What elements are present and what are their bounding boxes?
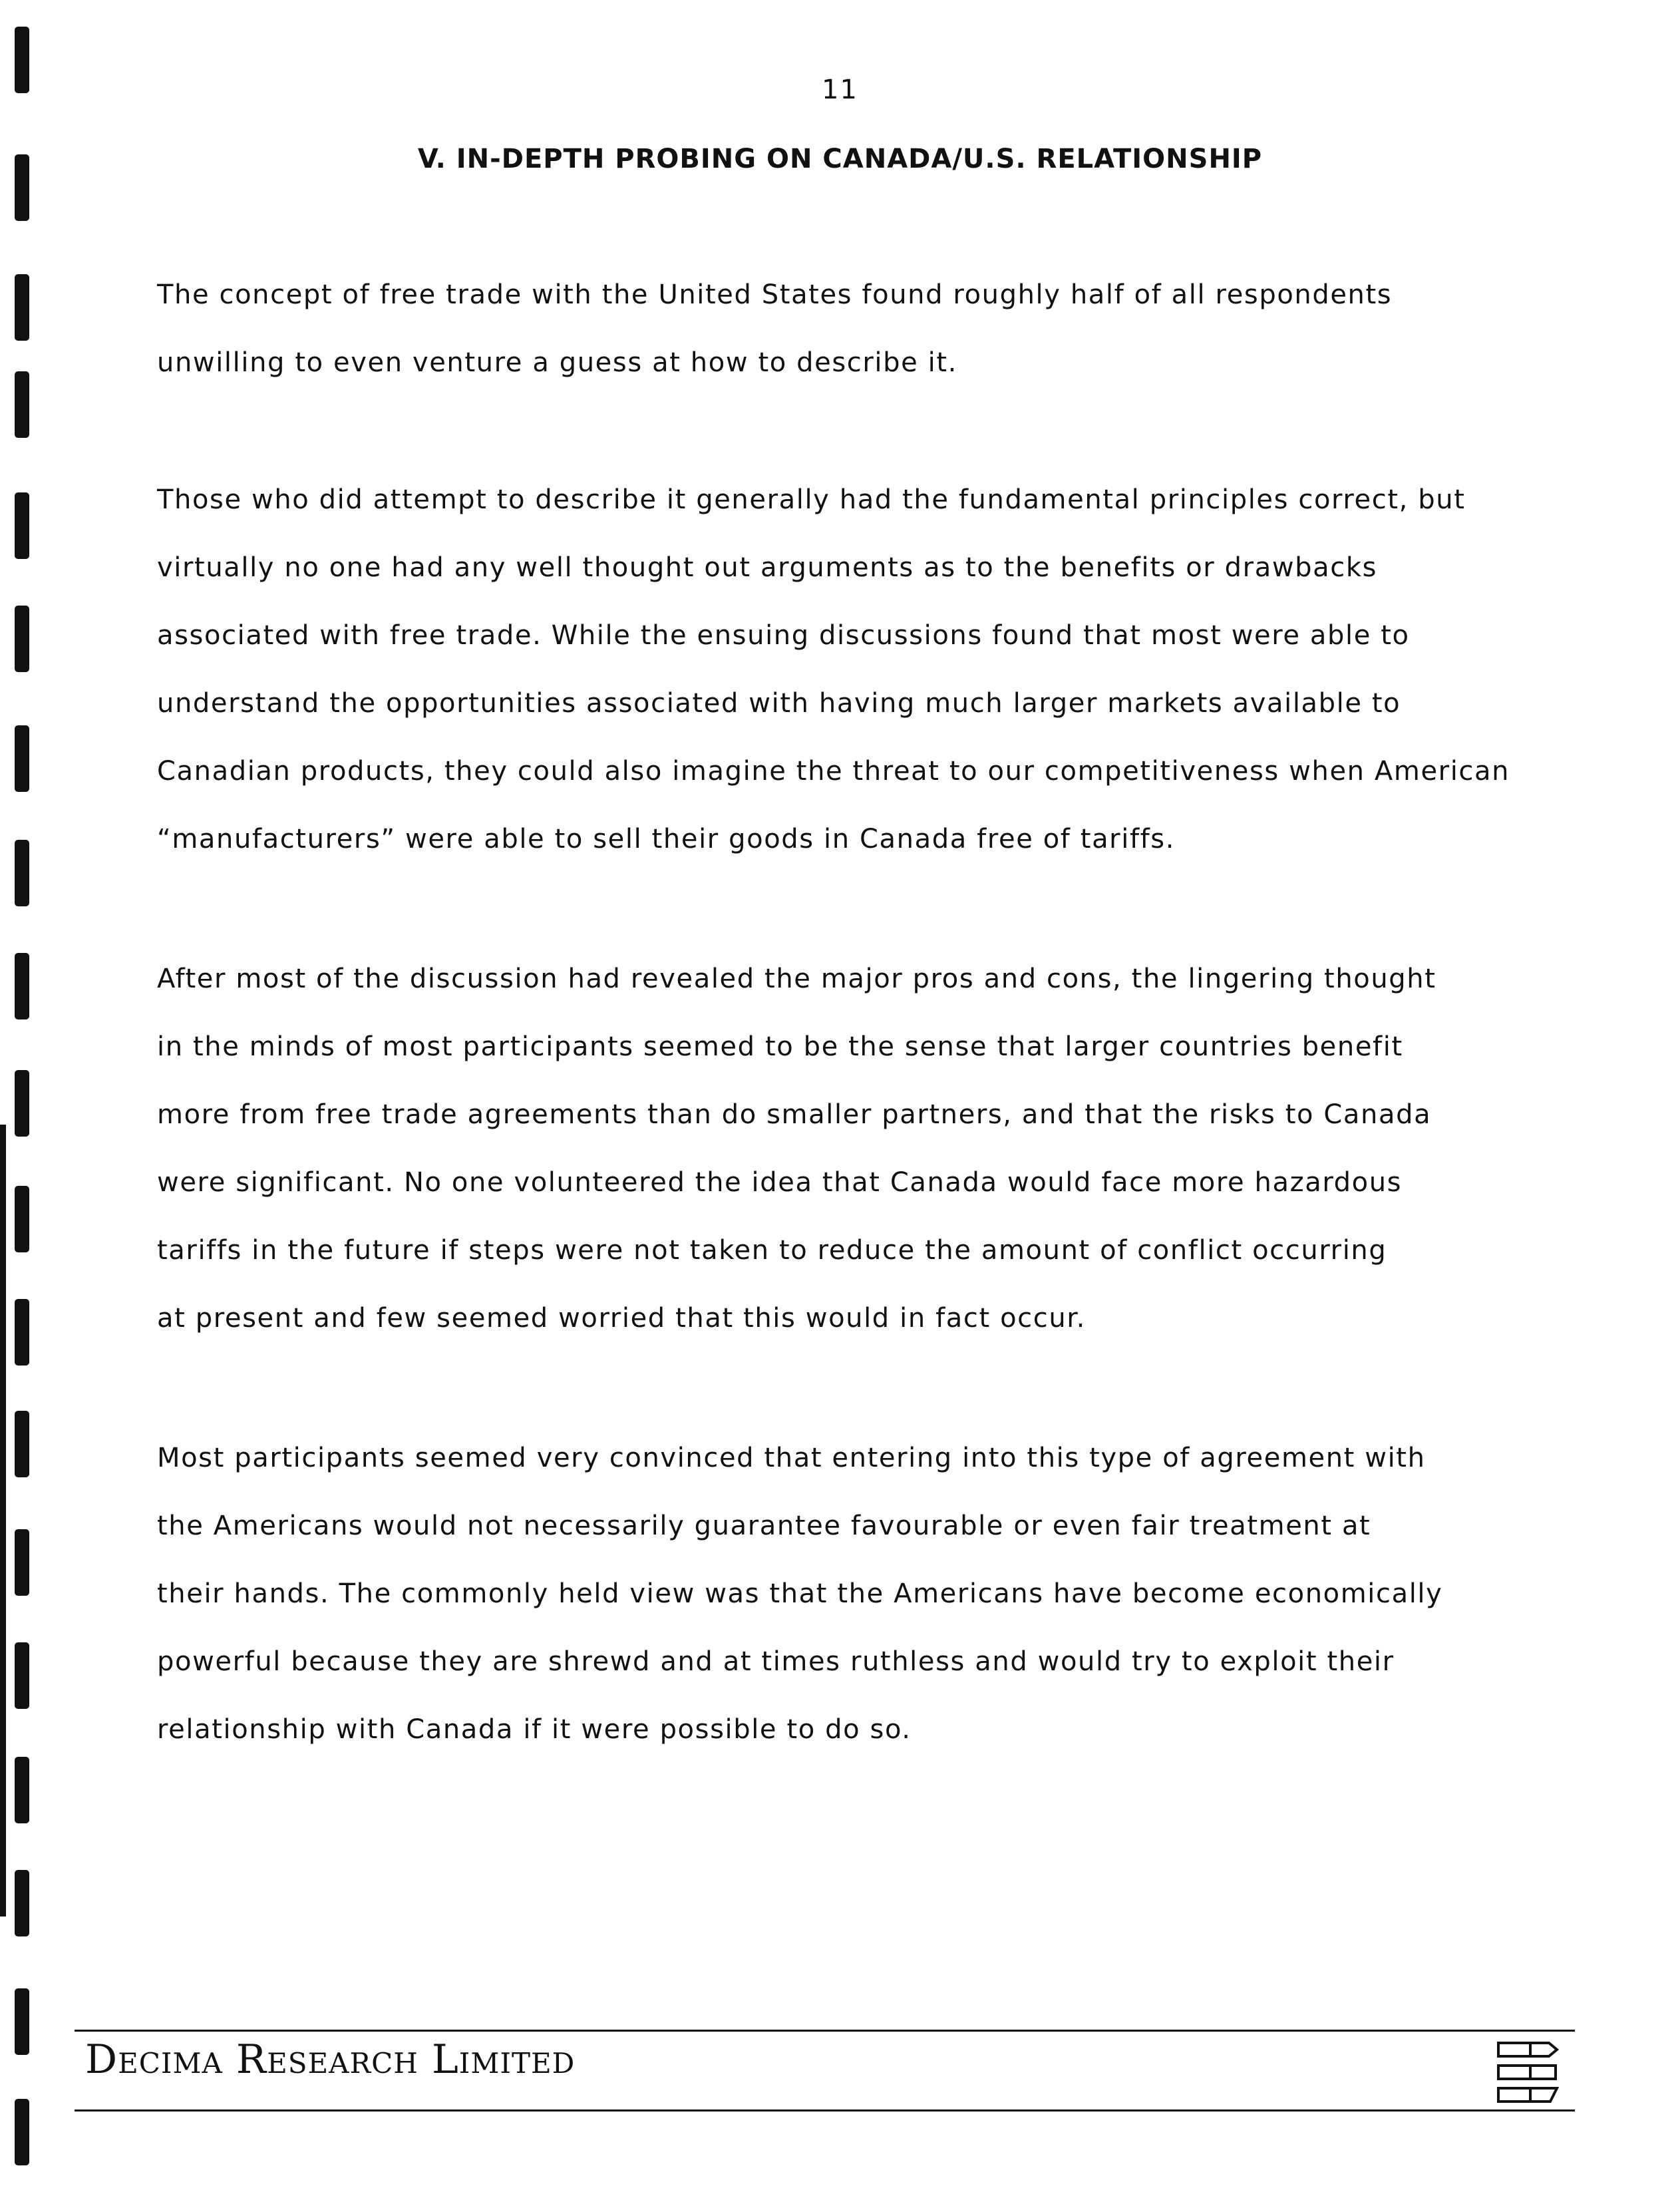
text-line: in the minds of most participants seemed to be the sense that larger countries benefit	[157, 1031, 1403, 1062]
text-line: the Americans would not necessarily guarantee favourable or even fair treatment at	[157, 1511, 1371, 1541]
text-line: more from free trade agreements than do smaller partners, and that the risks to Canada	[157, 1099, 1432, 1130]
binding-edge	[0, 1125, 6, 1917]
text-line: Those who did attempt to describe it generally had the fundamental principles correct, but	[157, 484, 1466, 515]
text-line: “manufacturers” were able to sell their goods in Canada free of tariffs.	[157, 824, 1176, 854]
binding-hole	[15, 1529, 29, 1596]
binding-hole	[15, 371, 29, 438]
binding-hole	[15, 840, 29, 906]
text-line: Most participants seemed very convinced that entering into this type of agreement with	[157, 1443, 1426, 1473]
binding-hole	[15, 1988, 29, 2055]
text-line: After most of the discussion had revealed the major pros and cons, the lingering thought	[157, 964, 1436, 994]
binding-hole	[15, 1411, 29, 1477]
binding-hole	[15, 1642, 29, 1709]
page-number: 11	[822, 75, 858, 105]
binding-hole	[15, 1757, 29, 1823]
text-line: virtually no one had any well thought out arguments as to the benefits or drawbacks	[157, 552, 1378, 583]
text-line: powerful because they are shrewd and at times ruthless and would try to exploit their	[157, 1646, 1395, 1677]
text-line: unwilling to even venture a guess at how to describe it.	[157, 347, 957, 378]
binding-hole	[15, 953, 29, 1019]
binding-hole	[15, 1299, 29, 1366]
text-line: associated with free trade. While the ensuing discussions found that most were able to	[157, 620, 1410, 651]
binding-hole	[15, 725, 29, 792]
text-line: at present and few seemed worried that this would in fact occur.	[157, 1303, 1086, 1334]
binding-hole	[15, 1870, 29, 1936]
footer-divider	[75, 2109, 1575, 2111]
binding-hole	[15, 492, 29, 559]
binding-hole	[15, 2099, 29, 2165]
text-line: understand the opportunities associated with having much larger markets available to	[157, 688, 1401, 719]
text-line: were significant. No one volunteered the idea that Canada would face more hazardous	[157, 1167, 1403, 1198]
binding-hole	[15, 1070, 29, 1137]
text-line: tariffs in the future if steps were not taken to reduce the amount of conflict occurring	[157, 1235, 1387, 1266]
decima-logo-icon	[1496, 2039, 1560, 2105]
binding-hole	[15, 606, 29, 672]
text-line: relationship with Canada if it were possible to do so.	[157, 1714, 912, 1745]
footer-divider	[75, 2030, 1575, 2032]
footer-company-name: Decima Research Limited	[85, 2036, 576, 2083]
text-line: their hands. The commonly held view was that the Americans have become economically	[157, 1578, 1443, 1609]
binding-hole	[15, 1186, 29, 1252]
text-line: Canadian products, they could also imagine the threat to our competitiveness when American	[157, 756, 1510, 787]
text-line: The concept of free trade with the United States found roughly half of all respondents	[157, 279, 1393, 310]
section-title: V. IN-DEPTH PROBING ON CANADA/U.S. RELATIONSHIP	[417, 144, 1263, 174]
binding-hole	[15, 274, 29, 341]
